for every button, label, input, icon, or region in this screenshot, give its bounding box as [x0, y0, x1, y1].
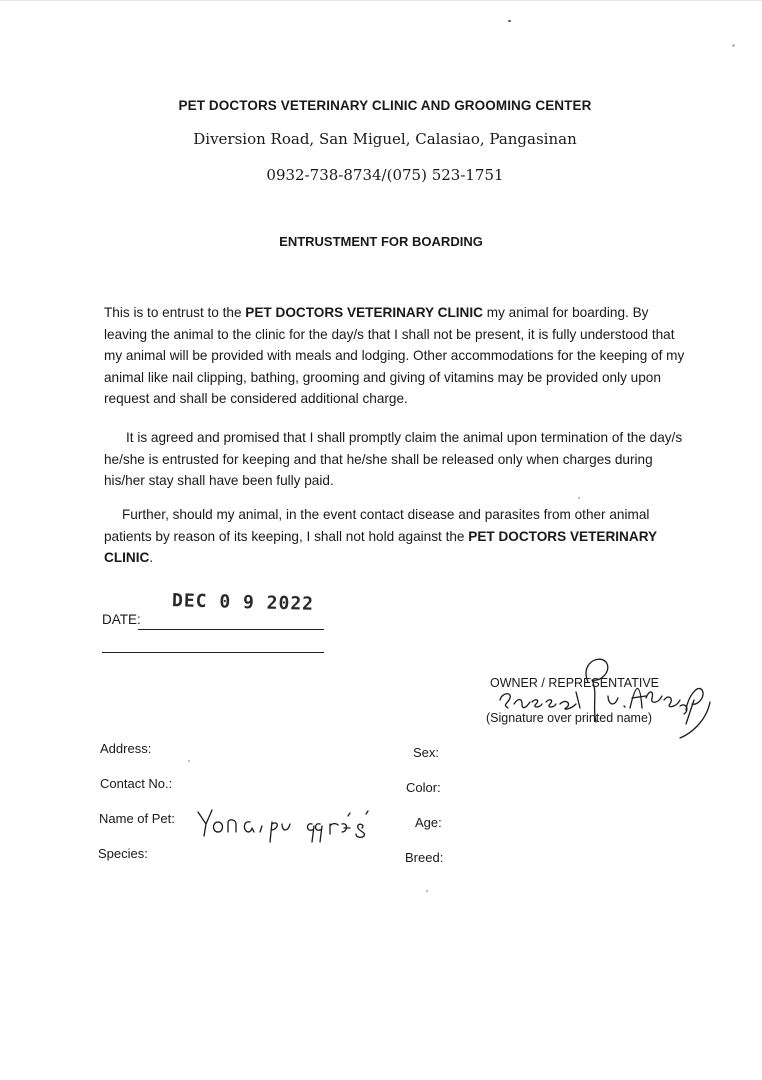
breed-label: Breed:: [405, 850, 444, 865]
owner-signature: [480, 652, 720, 742]
pet-name-label: Name of Pet:: [99, 811, 175, 826]
p3-text-start: Further, should my animal, in the event contact disease and parasites from other animal patients by reason of its keeping, I shall not hold against the: [104, 507, 650, 544]
address-label: Address:: [100, 741, 152, 756]
date-stamp: DEC 0 9 2022: [171, 590, 315, 615]
paragraph-agreement: It is agreed and promised that I shall promptly claim the animal upon termination of the day/s he/she is entrusted for keeping and that he/she shall be released only when charges during his/her stay shall have been fully paid.: [104, 430, 683, 488]
scan-speck: [426, 890, 428, 892]
scan-speck: [188, 760, 190, 762]
p3-text-end: .: [149, 550, 154, 565]
pet-name-handwriting: [196, 806, 386, 846]
document-title: ENTRUSTMENT FOR BOARDING: [279, 234, 483, 249]
date-label: DATE:: [102, 612, 141, 627]
scan-speck: [508, 20, 511, 22]
clinic-name: PET DOCTORS VETERINARY CLINIC AND GROOMING CENTER: [178, 98, 592, 113]
paragraph-liability: [104, 504, 690, 569]
signature-caption: (Signature over printed name): [486, 711, 653, 725]
species-label: Species:: [98, 846, 148, 861]
date-line: [138, 629, 324, 630]
p1-text-start: This is to entrust to the: [104, 305, 246, 320]
scan-speck: [578, 497, 580, 499]
color-label: Color:: [406, 780, 441, 795]
p1-text-end: my animal for boarding. By leaving the animal to the clinic for the day/s that I shall not be present, it is fully understood that my animal will be provided with meals and lodging. Other accommodations for the keeping of my animal like nail clipping, bathing, grooming and giving of vitamins may be provided only upon request and shall be considered additional charge.: [104, 305, 685, 406]
scan-speck: [732, 44, 735, 47]
blank-line: [102, 652, 324, 653]
age-label: Age:: [415, 815, 442, 830]
p1-clinic-name: PET DOCTORS VETERINARY CLINIC: [245, 305, 483, 320]
owner-representative-label: OWNER / REPRESENTATIVE: [490, 676, 660, 690]
sex-label: Sex:: [413, 745, 440, 760]
contact-label: Contact No.:: [100, 776, 173, 791]
scan-edge: [0, 0, 762, 1]
clinic-phone: 0932-738-8734/(075) 523-1751: [266, 166, 504, 184]
paragraph-entrust: [104, 302, 690, 410]
clinic-address: Diversion Road, San Miguel, Calasiao, Pangasinan: [193, 130, 577, 148]
p3-clinic-name: PET DOCTORS VETERINARY CLINIC: [104, 528, 657, 565]
